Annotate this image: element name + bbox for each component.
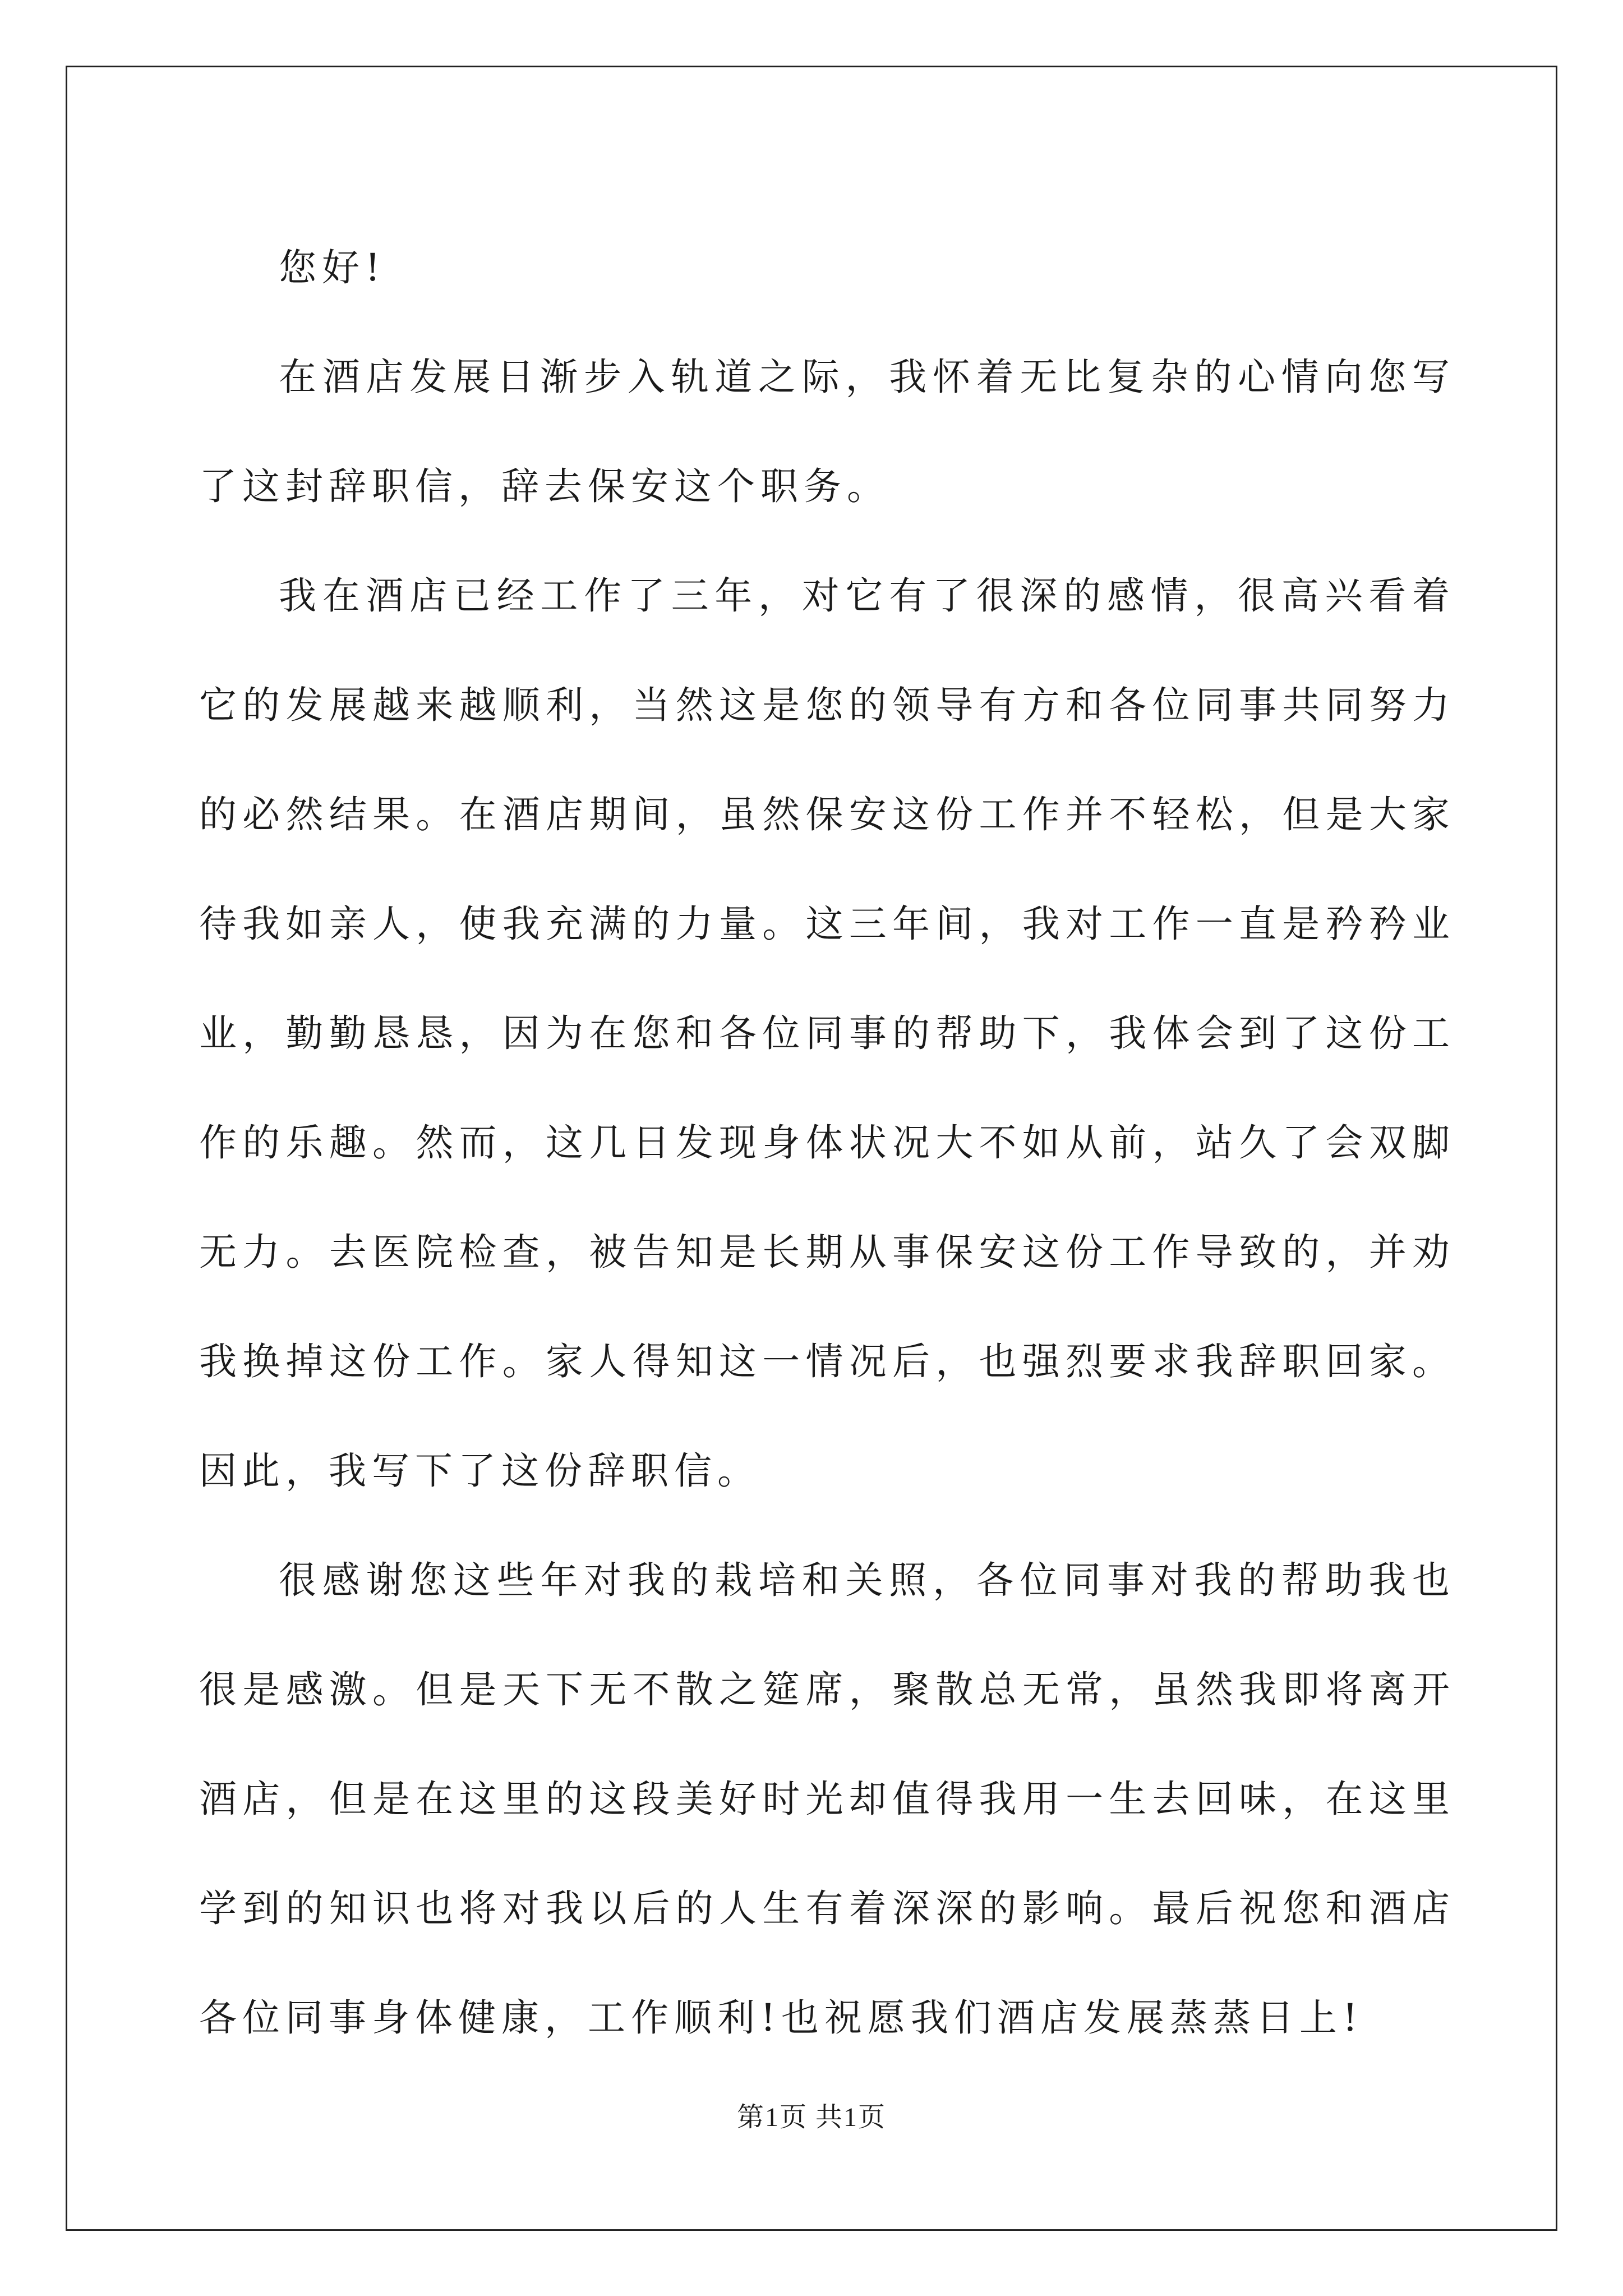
paragraph-1: 在酒店发展日渐步入轨道之际，我怀着无比复杂的心情向您写了这封辞职信，辞去保安这个职务。 [199, 355, 1455, 508]
paragraph-3: 很感谢您这些年对我的栽培和关照，各位同事对我的帮助我也很是感激。但是天下无不散之筵席，聚散总无常，虽然我即将离开酒店，但是在这里的这段美好时光却值得我用一生去回味，在这里学到的知识也将对我以后的人生有着深深的影响。最后祝您和酒店各位同事身体健康，工作顺利!也祝愿我们酒店发展蒸蒸日上! [199, 1558, 1455, 2040]
paragraph-2: 我在酒店已经工作了三年，对它有了很深的感情，很高兴看着它的发展越来越顺利，当然这是您的领导有方和各位同事共同努力的必然结果。在酒店期间，虽然保安这份工作并不轻松，但是大家待我如亲人，使我充满的力量。这三年间，我对工作一直是矜矜业业，勤勤恳恳，因为在您和各位同事的帮助下，我体会到了这份工作的乐趣。然而，这几日发现身体状况大不如从前，站久了会双脚无力。去医院检查，被告知是长期从事保安这份工作导致的，并劝我换掉这份工作。家人得知这一情况后，也强烈要求我辞职回家。因此，我写下了这份辞职信。 [199, 574, 1455, 1493]
salutation: 您好! [279, 246, 386, 289]
page-footer: 第1页 共1页 [736, 2102, 886, 2132]
letter-body [199, 213, 1455, 2073]
